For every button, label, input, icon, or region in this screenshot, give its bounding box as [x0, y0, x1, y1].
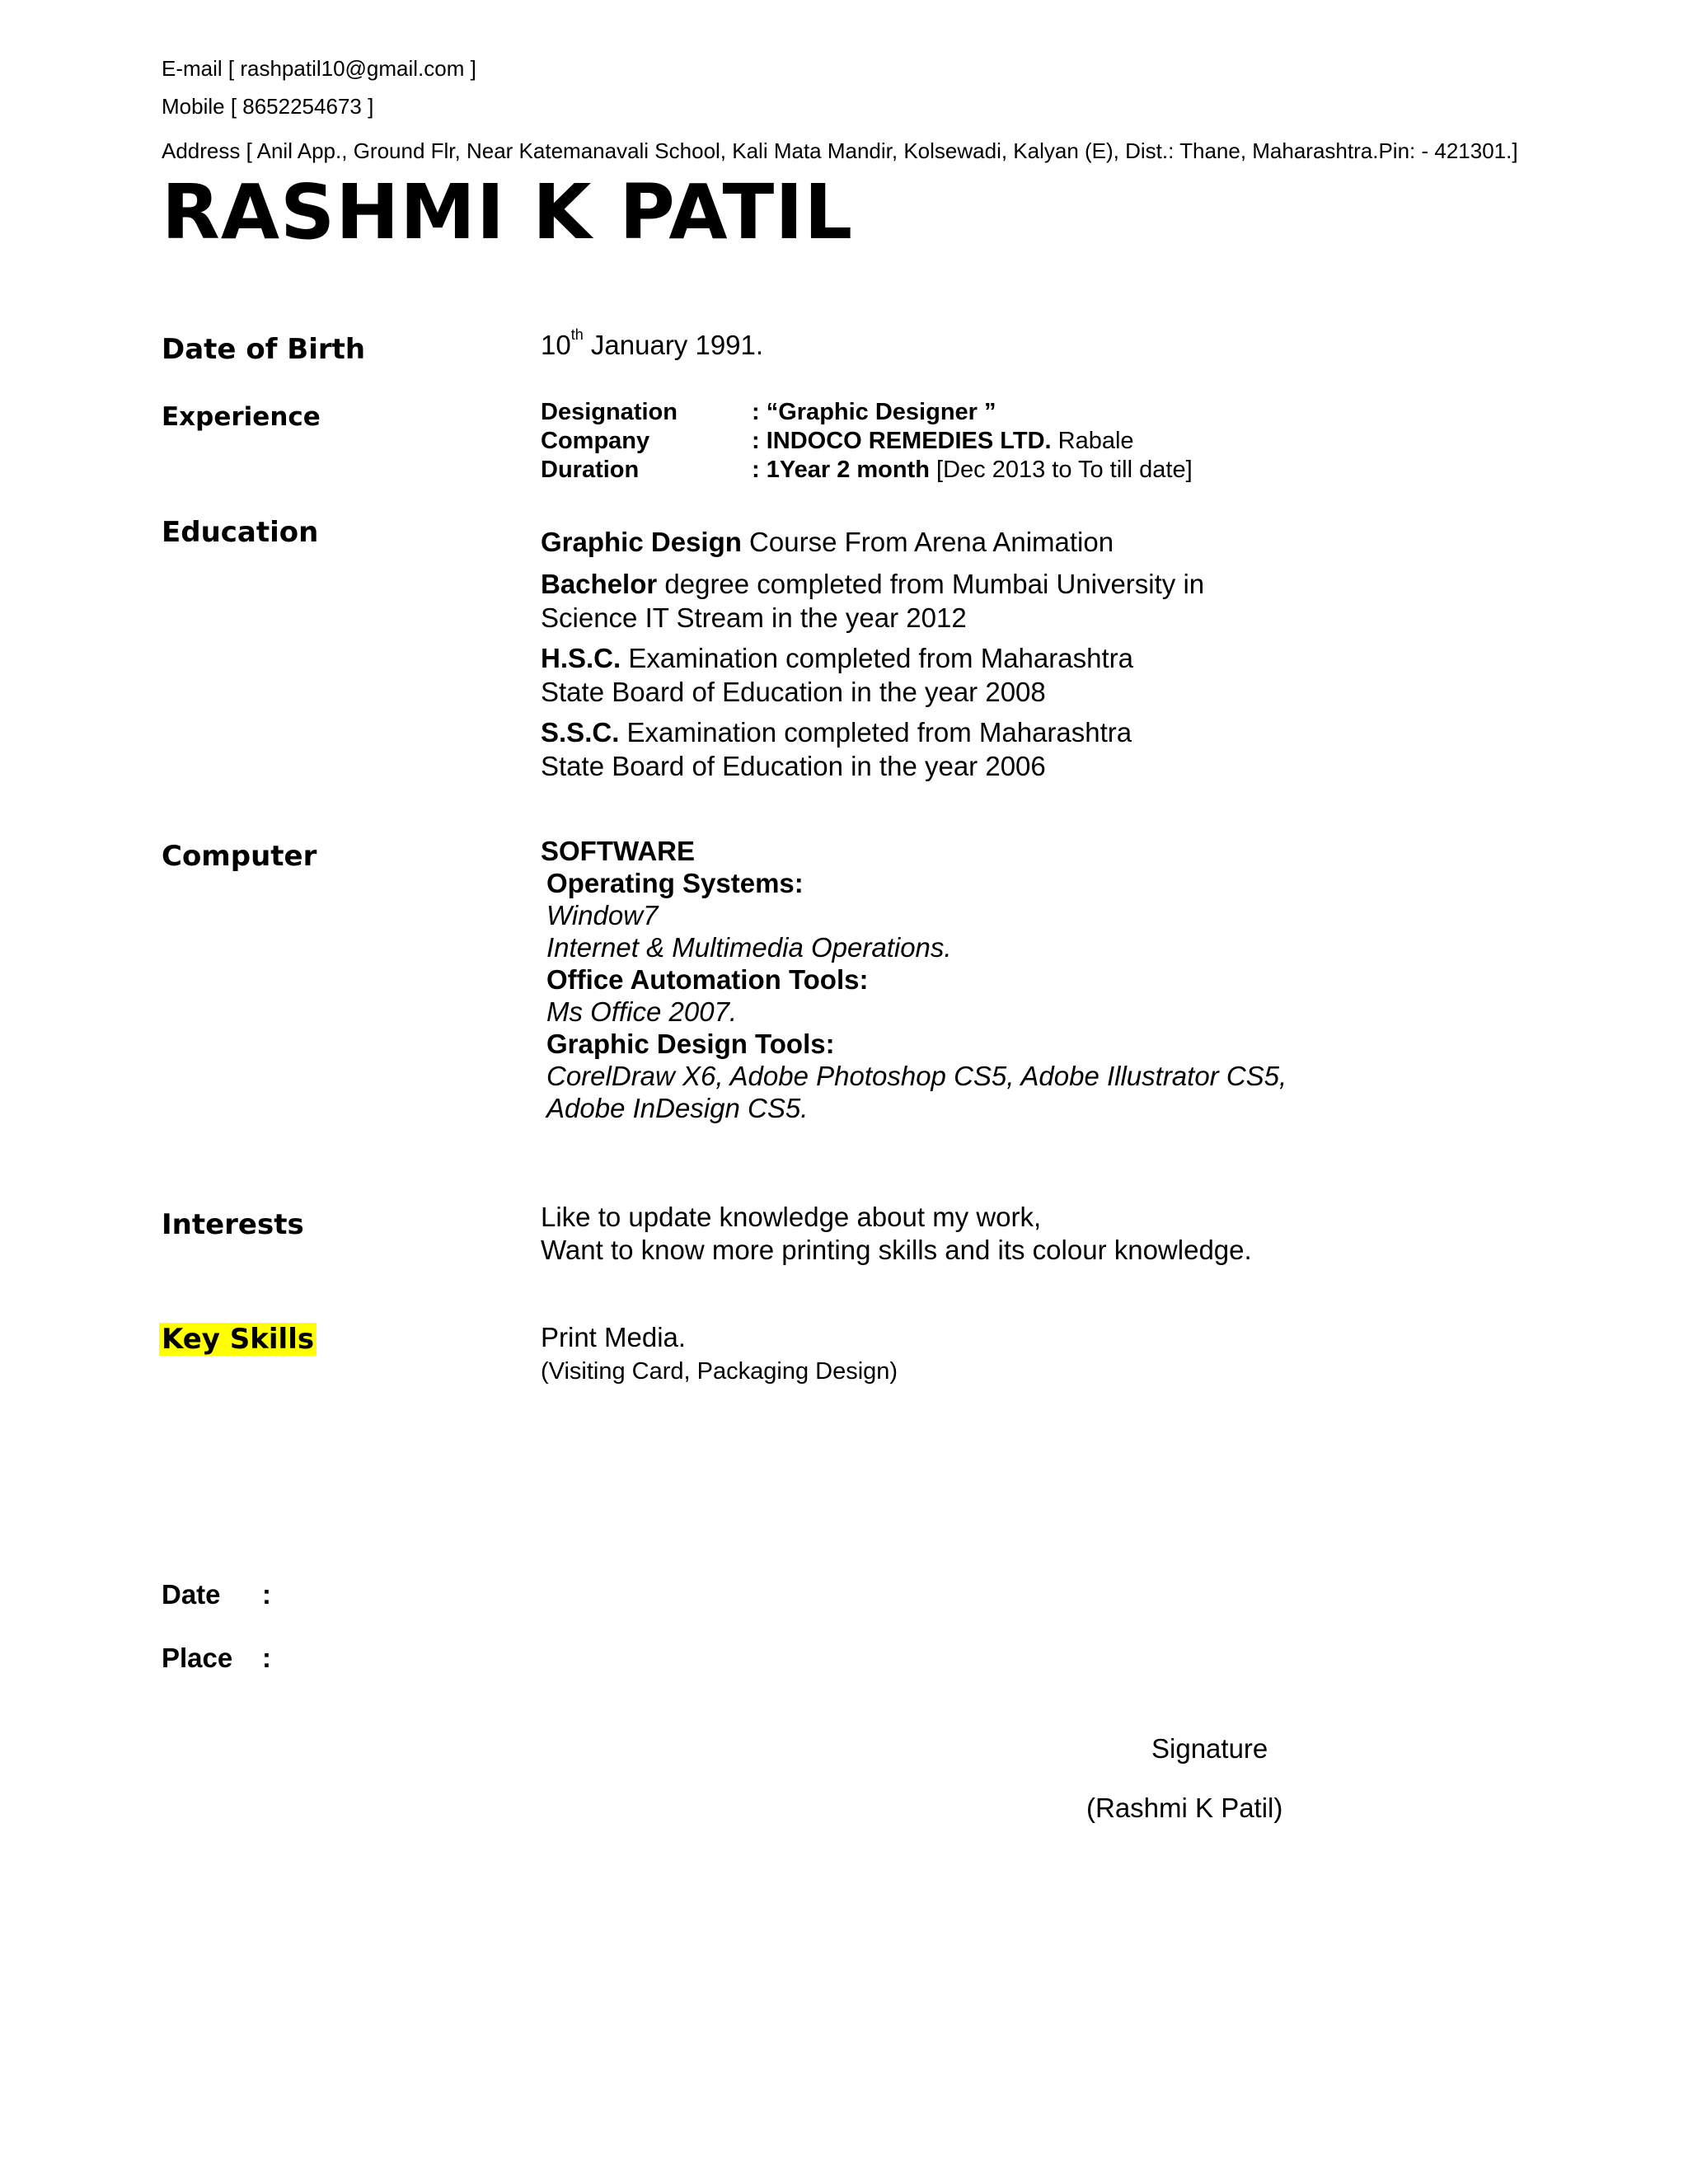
office-item: Ms Office 2007.	[546, 996, 738, 1027]
dob-heading: Date of Birth	[162, 333, 366, 366]
key-skills-sub: (Visiting Card, Packaging Design)	[541, 1358, 898, 1385]
design-tool-item: CorelDraw X6, Adobe Photoshop CS5, Adobe Illustrator CS5,	[546, 1061, 1287, 1091]
highlight-mark: Key Skills	[159, 1323, 316, 1356]
interests-heading: Interests	[162, 1208, 304, 1241]
os-item: Internet & Multimedia Operations.	[546, 932, 952, 963]
design-tools-label: Graphic Design Tools:	[546, 1029, 835, 1059]
education-item: Bachelor degree completed from Mumbai University in Science IT Stream in the year 2012	[541, 569, 1205, 633]
email-line: E-mail [ rashpatil10@gmail.com ]	[162, 56, 476, 81]
key-skills-main: Print Media.	[541, 1322, 687, 1352]
experience-label: Designation	[541, 399, 678, 425]
experience-row	[541, 427, 1282, 456]
interests-text: Like to update knowledge about my work, Want to know more printing skills and its colour knowledge.	[541, 1202, 1252, 1265]
mobile-line: Mobile [ 8652254673 ]	[162, 94, 374, 119]
os-item: Window7	[546, 900, 659, 930]
dob-value: 10th January 1991.	[541, 326, 764, 360]
computer-heading: Computer	[162, 840, 317, 873]
experience-block	[541, 398, 1282, 489]
education-item: H.S.C. Examination completed from Maharashtra State Board of Education in the year 2008	[541, 643, 1133, 707]
key-skills-heading	[162, 1323, 316, 1356]
design-tool-item: Adobe InDesign CS5.	[546, 1093, 809, 1123]
address-line: Address [ Anil App., Ground Flr, Near Katemanavali School, Kali Mata Mandir, Kolsewadi, Kalyan (E), Dist.: Thane, Maharashtra.Pin: - 421301.]	[162, 138, 1518, 163]
software-block	[541, 835, 1287, 1124]
candidate-name: RASHMI K PATIL	[162, 168, 854, 256]
experience-value: : “Graphic Designer ”	[752, 399, 996, 425]
education-heading: Education	[162, 516, 319, 549]
signature-label: Signature	[1151, 1733, 1268, 1764]
place-field: Place :	[162, 1643, 271, 1673]
office-label: Office Automation Tools:	[546, 964, 869, 995]
os-label: Operating Systems:	[546, 868, 804, 898]
experience-value: : INDOCO REMEDIES LTD. Rabale	[752, 428, 1134, 454]
experience-row	[541, 398, 1282, 427]
signer-name: (Rashmi K Patil)	[1086, 1793, 1283, 1823]
education-item: S.S.C. Examination completed from Maharashtra State Board of Education in the year 2006	[541, 717, 1132, 781]
experience-heading: Experience	[162, 402, 321, 432]
experience-value: : 1Year 2 month [Dec 2013 to To till date]	[752, 457, 1193, 483]
education-item: Graphic Design Course From Arena Animation	[541, 527, 1114, 557]
software-title: SOFTWARE	[541, 836, 695, 866]
date-field: Date :	[162, 1579, 271, 1610]
experience-label: Duration	[541, 457, 640, 483]
experience-row	[541, 456, 1282, 485]
experience-label: Company	[541, 428, 650, 454]
